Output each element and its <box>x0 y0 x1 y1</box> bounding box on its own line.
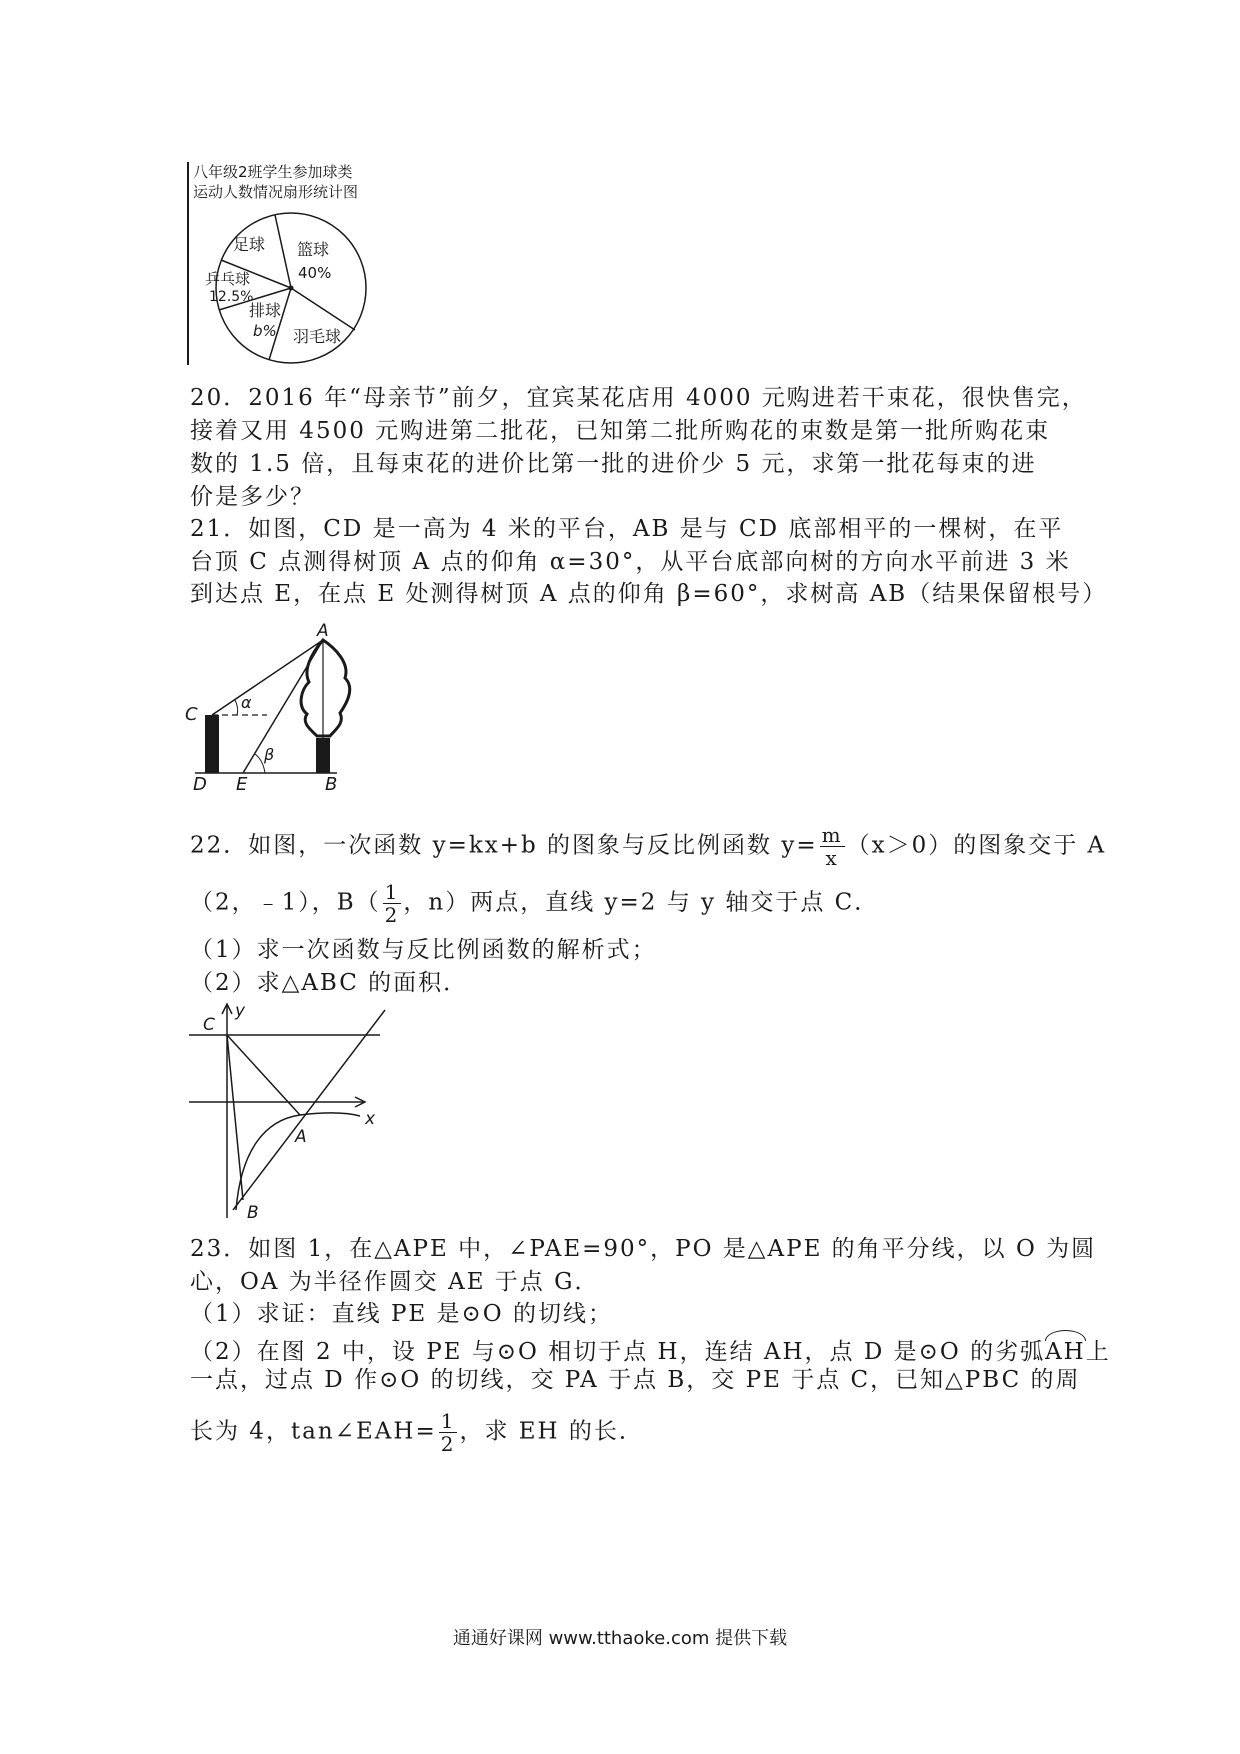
pie-center <box>289 286 294 291</box>
q22-line1-a: 22．如图，一次函数 y=kx+b 的图象与反比例函数 y= <box>190 832 818 859</box>
fig22-label-c: C <box>203 1015 215 1035</box>
q22-fraction-half <box>383 881 402 926</box>
q21-line3: 到达点 E，在点 E 处测得树顶 A 点的仰角 β=60°，求树高 AB（结果保留根号） <box>190 581 1108 607</box>
q23-line2: 心，OA 为半径作圆交 AE 于点 G． <box>190 1269 600 1295</box>
q23-sub2 <box>190 1330 1111 1368</box>
pie-divider-basketball-top <box>275 215 291 288</box>
fig21-label-b: B <box>325 774 338 793</box>
fig21-label-d: D <box>193 774 207 793</box>
q21-figure <box>185 618 375 793</box>
pie-divider-basketball-badminton <box>291 288 355 330</box>
angle-alpha-arc <box>235 700 238 715</box>
pie-title-line2: 运动人数情况扇形统计图 <box>193 183 359 201</box>
q20-line3: 数的 1.5 倍，且每束花的进价比第一批的进价少 5 元，求第一批花每束的进 <box>190 451 1037 477</box>
pie-label-basketball-pct: 40% <box>298 264 332 282</box>
fig21-label-beta: β <box>264 745 275 764</box>
q23-fraction-half <box>439 1410 458 1455</box>
pie-label-pingpong: 乒乓球 <box>205 270 251 288</box>
q23-line1: 23．如图 1，在△APE 中，∠PAE=90°，PO 是△APE 的角平分线，以 O 为圆 <box>190 1236 1097 1262</box>
pie-title-line1: 八年级2班学生参加球类 <box>193 163 353 181</box>
q21-line2: 台顶 C 点测得树顶 A 点的仰角 α=30°，从平台底部向树的方向水平前进 3 米 <box>190 549 1071 575</box>
q23-frac-num: 1 <box>440 1409 456 1433</box>
q23-line5 <box>190 1410 644 1455</box>
pie-label-pingpong-pct: 12.5% <box>209 289 254 305</box>
q22-frac1-num: m <box>821 823 843 847</box>
fig21-label-a: A <box>317 621 329 641</box>
q22-figure <box>185 1000 395 1222</box>
tree-crown <box>301 640 350 736</box>
q23-line5-a: 长为 4，tan∠EAH= <box>190 1418 437 1445</box>
pie-label-badminton: 羽毛球 <box>293 327 342 346</box>
q23-frac-den: 2 <box>440 1432 456 1456</box>
q22-frac1-den: x <box>825 846 839 870</box>
q22-line1-b: （x＞0）的图象交于 A <box>846 832 1107 859</box>
q23-line5-b: ，求 EH 的长． <box>459 1418 644 1445</box>
fig21-label-e: E <box>236 774 248 793</box>
pie-label-football: 足球 <box>233 235 266 254</box>
pie-chart-figure <box>185 160 385 370</box>
q22-fraction-m-over-x <box>820 824 845 869</box>
pie-label-basketball: 篮球 <box>297 240 330 259</box>
q22-line1 <box>190 824 1106 869</box>
q23-sub2-b: 上 <box>1085 1339 1111 1365</box>
q20-line4: 价是多少？ <box>190 484 315 510</box>
fig22-label-x: x <box>365 1109 376 1129</box>
q21-line1: 21．如图，CD 是一高为 4 米的平台，AB 是与 CD 底部相平的一棵树，在平 <box>190 516 1064 542</box>
q23-arc-ah: AH <box>1045 1330 1086 1368</box>
segment-c-b <box>227 1035 243 1200</box>
q22-sub1: （1）求一次函数与反比例函数的解析式； <box>190 937 657 963</box>
q22-frac2-num: 1 <box>384 880 400 904</box>
q22-line2 <box>190 881 879 926</box>
q22-line2-a: （2，﹣1），B（ <box>190 889 381 916</box>
q22-line2-b: ，n）两点，直线 y=2 与 y 轴交于点 C． <box>403 889 880 916</box>
fig22-label-a: A <box>295 1127 307 1147</box>
segment-c-a <box>227 1035 300 1115</box>
q22-frac2-den: 2 <box>384 903 400 927</box>
q23-sub1: （1）求证：直线 PE 是⊙O 的切线； <box>190 1301 613 1327</box>
platform-cd <box>205 715 219 773</box>
pie-label-volleyball-pct: b% <box>253 322 277 340</box>
fig21-label-c: C <box>185 704 198 725</box>
q23-line4: 一点，过点 D 作⊙O 的切线，交 PA 于点 B，交 PE 于点 C，已知△PBC 的周 <box>190 1367 1081 1393</box>
linear-function-line <box>233 1010 385 1210</box>
fig22-label-y: y <box>235 1001 246 1021</box>
fig21-label-alpha: α <box>241 693 252 712</box>
q22-sub2: （2）求△ABC 的面积． <box>190 970 469 996</box>
pie-label-volleyball: 排球 <box>249 301 282 320</box>
q20-line1: 20．2016 年“母亲节”前夕，宜宾某花店用 4000 元购进若干束花，很快售完， <box>190 385 1087 411</box>
q20-line2: 接着又用 4500 元购进第二批花，已知第二批所购花的束数是第一批所购花束 <box>190 418 1051 444</box>
q23-sub2-a: （2）在图 2 中，设 PE 与⊙O 相切于点 H，连结 AH，点 D 是⊙O 的劣弧 <box>190 1339 1046 1365</box>
fig22-label-b: B <box>247 1203 259 1222</box>
page-footer: 通通好课网 www.tthaoke.com 提供下载 <box>452 1628 788 1649</box>
